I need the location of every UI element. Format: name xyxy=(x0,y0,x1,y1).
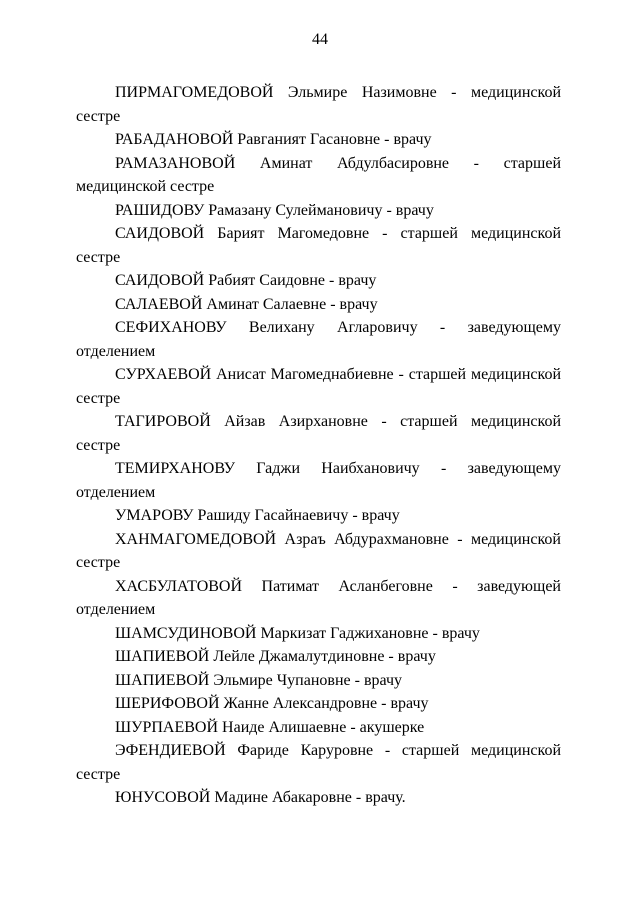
list-item: СЕФИХАНОВУ Велихану Агларовичу - заведующему отделением xyxy=(76,319,561,360)
page-number: 44 xyxy=(312,31,328,48)
list-item: ШАПИЕВОЙ Эльмире Чупановне - врачу xyxy=(115,671,403,689)
list-item: ЭФЕНДИЕВОЙ Фариде Каруровне - старшей медицинской сестре xyxy=(76,742,561,783)
list-item: ШЕРИФОВОЙ Жанне Александровне - врачу xyxy=(115,695,429,712)
list-item: ТАГИРОВОЙ Айзав Азирхановне - старшей медицинской сестре xyxy=(76,413,561,454)
list-item: ПИРМАГОМЕДОВОЙ Эльмире Назимовне - медицинской сестре xyxy=(76,84,561,125)
list-item: СУРХАЕВОЙ Анисат Магомеднабиевне - старшей медицинской сестре xyxy=(76,366,561,407)
list-item: РАШИДОВУ Рамазану Сулеймановичу - врачу xyxy=(115,201,434,219)
list-item: САЛАЕВОЙ Аминат Салаевне - врачу xyxy=(115,295,378,313)
list-item: САИДОВОЙ Рабият Саидовне - врачу xyxy=(115,272,377,289)
list-item: ШАПИЕВОЙ Лейле Джамалутдиновне - врачу xyxy=(115,648,436,665)
list-item: ШУРПАЕВОЙ Наиде Алишаевне - акушерке xyxy=(115,718,425,736)
list-item: РАБАДАНОВОЙ Равганият Гасановне - врачу xyxy=(115,131,432,148)
list-item: ХАСБУЛАТОВОЙ Патимат Асланбеговне - заведующей отделением xyxy=(76,577,561,618)
list-item: САИДОВОЙ Барият Магомедовне - старшей медицинской сестре xyxy=(76,225,561,266)
list-item: ТЕМИРХАНОВУ Гаджи Наибхановичу - заведующему отделением xyxy=(76,460,561,501)
list-item: ХАНМАГОМЕДОВОЙ Азраъ Абдурахмановне - медицинской сестре xyxy=(76,530,561,571)
list-item: ЮНУСОВОЙ Мадине Абакаровне - врачу. xyxy=(115,789,406,806)
award-list xyxy=(76,81,561,810)
list-item: РАМАЗАНОВОЙ Аминат Абдулбасировне - старшей медицинской сестре xyxy=(76,154,561,195)
list-item: УМАРОВУ Рашиду Гасайнаевичу - врачу xyxy=(115,507,400,524)
list-item: ШАМСУДИНОВОЙ Маркизат Гаджихановне - врачу xyxy=(115,624,480,642)
